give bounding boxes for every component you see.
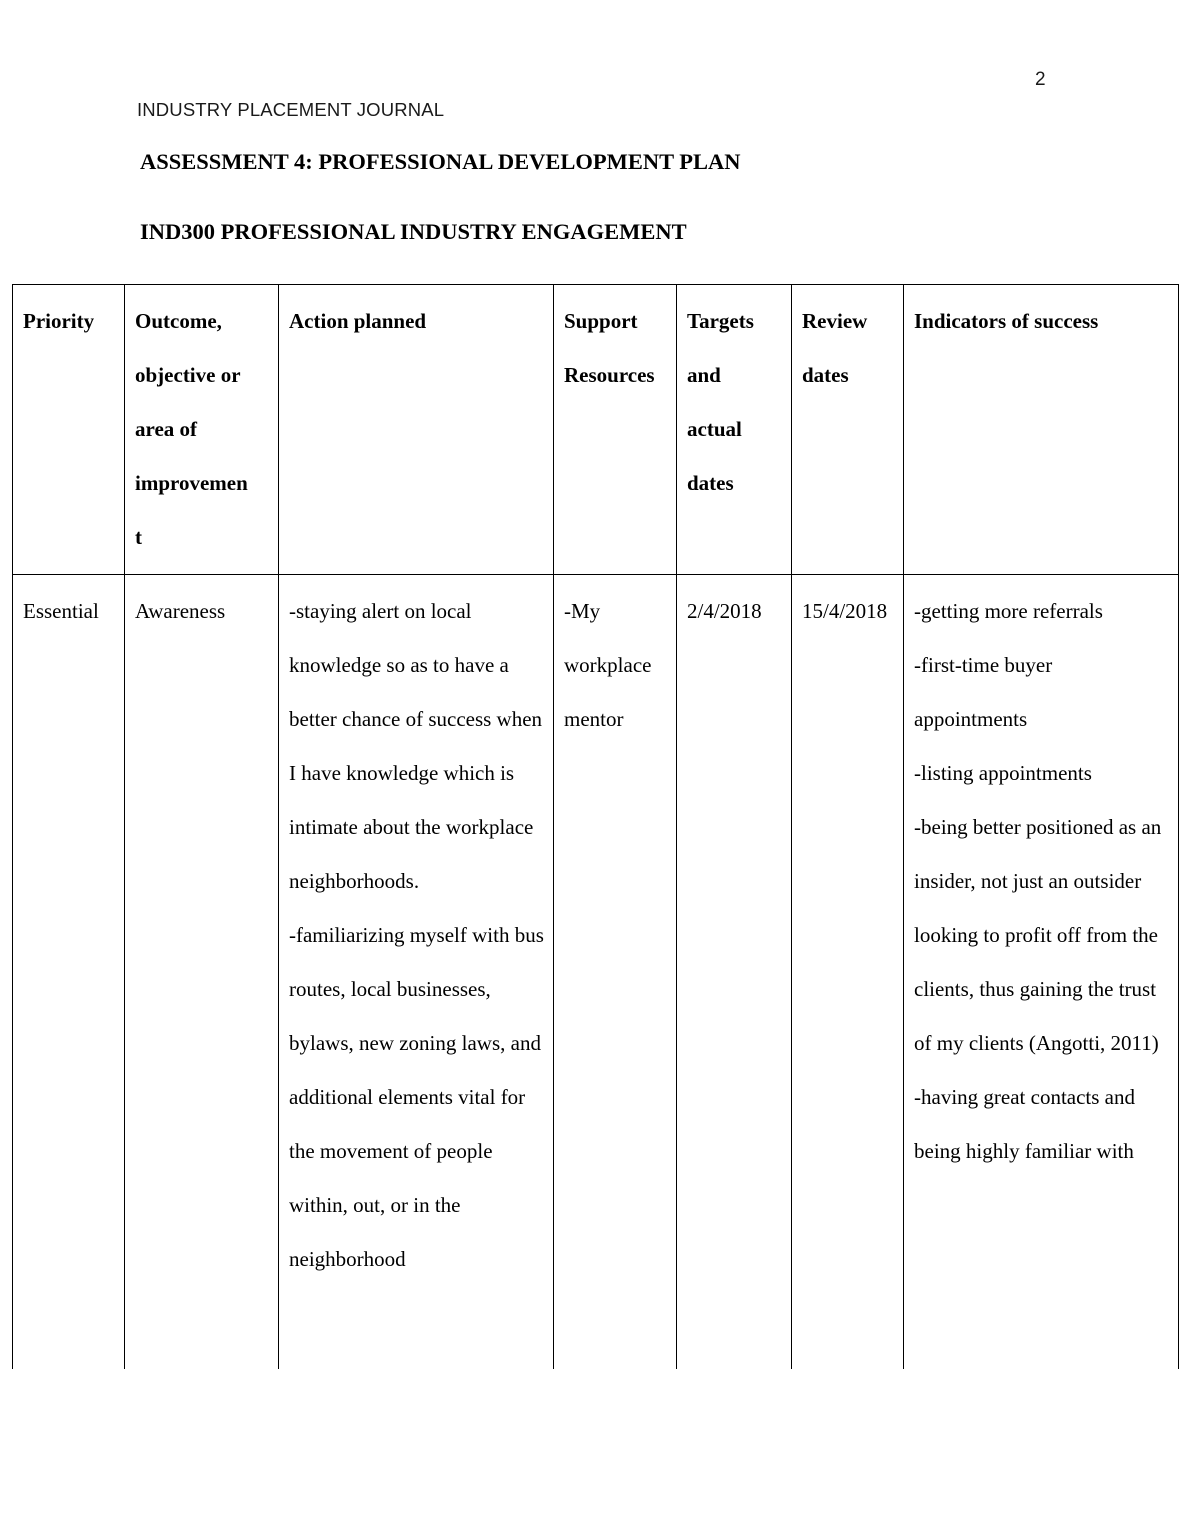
header-label-outcome-line-2: objective or [135,363,241,387]
page-bottom-clip [0,1369,1190,1540]
header-label-outcome-line-1: Outcome, [135,309,222,333]
cell-review-dates [792,575,904,1384]
value-indicator-5: -having great contacts and being highly familiar with [914,1085,1135,1163]
page-number: 2 [1035,69,1046,90]
header-label-targets-line-1: Targets [687,309,754,333]
value-indicator-2: -first-time buyer appointments [914,653,1053,731]
header-label-priority: Priority [23,309,95,333]
unit-title: IND300 PROFESSIONAL INDUSTRY ENGAGEMENT [140,219,687,244]
header-label-action: Action planned [289,309,427,333]
value-indicator-4: -being better positioned as an insider, not just an outsider looking to profit off from the clients, thus gaining the trust of my clients (Angotti, 2011) [914,815,1162,1055]
header-cell-support [554,285,677,575]
header-label-outcome-line-5: t [135,525,142,549]
value-action-paragraph-1: -staying alert on local knowledge so as to have a better chance of success when I have knowledge which is intimate about the workplace neighborhoods. [289,599,543,893]
header-label-outcome-line-3: area of [135,417,198,441]
value-action-paragraph-2: -familiarizing myself with bus routes, local businesses, bylaws, new zoning laws, and additional elements vital for the movement of people within, out, or in the neighborhood [289,923,544,1271]
cell-outcome [125,575,279,1384]
header-cell-action [279,285,554,575]
cell-targets-dates [677,575,792,1384]
header-cell-indicators [904,285,1179,575]
cell-indicators [904,575,1179,1384]
cell-priority [13,575,125,1384]
cell-support-resources [554,575,677,1384]
table-row [13,575,1179,1384]
header-label-review-line-1: Review [802,309,868,333]
value-review-date: 15/4/2018 [802,599,888,623]
cell-action [279,575,554,1384]
header-cell-review [792,285,904,575]
running-header: INDUSTRY PLACEMENT JOURNAL [137,99,445,120]
value-outcome: Awareness [135,599,226,623]
header-label-support-line-1: Support [564,309,638,333]
header-label-outcome-line-4: improvemen [135,471,248,495]
value-support-resources: -My workplace mentor [564,599,652,731]
header-label-targets-line-4: dates [687,471,734,495]
header-label-review-line-2: dates [802,363,849,387]
header-label-indicators: Indicators of success [914,309,1099,333]
header-label-targets-line-2: and [687,363,721,387]
header-cell-targets [677,285,792,575]
professional-development-plan-table [12,284,1179,1384]
assessment-title: ASSESSMENT 4: PROFESSIONAL DEVELOPMENT PLAN [140,149,741,174]
header-cell-priority [13,285,125,575]
table-header-row [13,285,1179,575]
value-priority: Essential [23,599,99,623]
header-label-support-line-2: Resources [564,363,655,387]
value-indicator-1: -getting more referrals [914,599,1103,623]
header-label-targets-line-3: actual [687,417,742,441]
header-cell-outcome [125,285,279,575]
value-target-date: 2/4/2018 [687,599,762,623]
value-indicator-3: -listing appointments [914,761,1092,785]
